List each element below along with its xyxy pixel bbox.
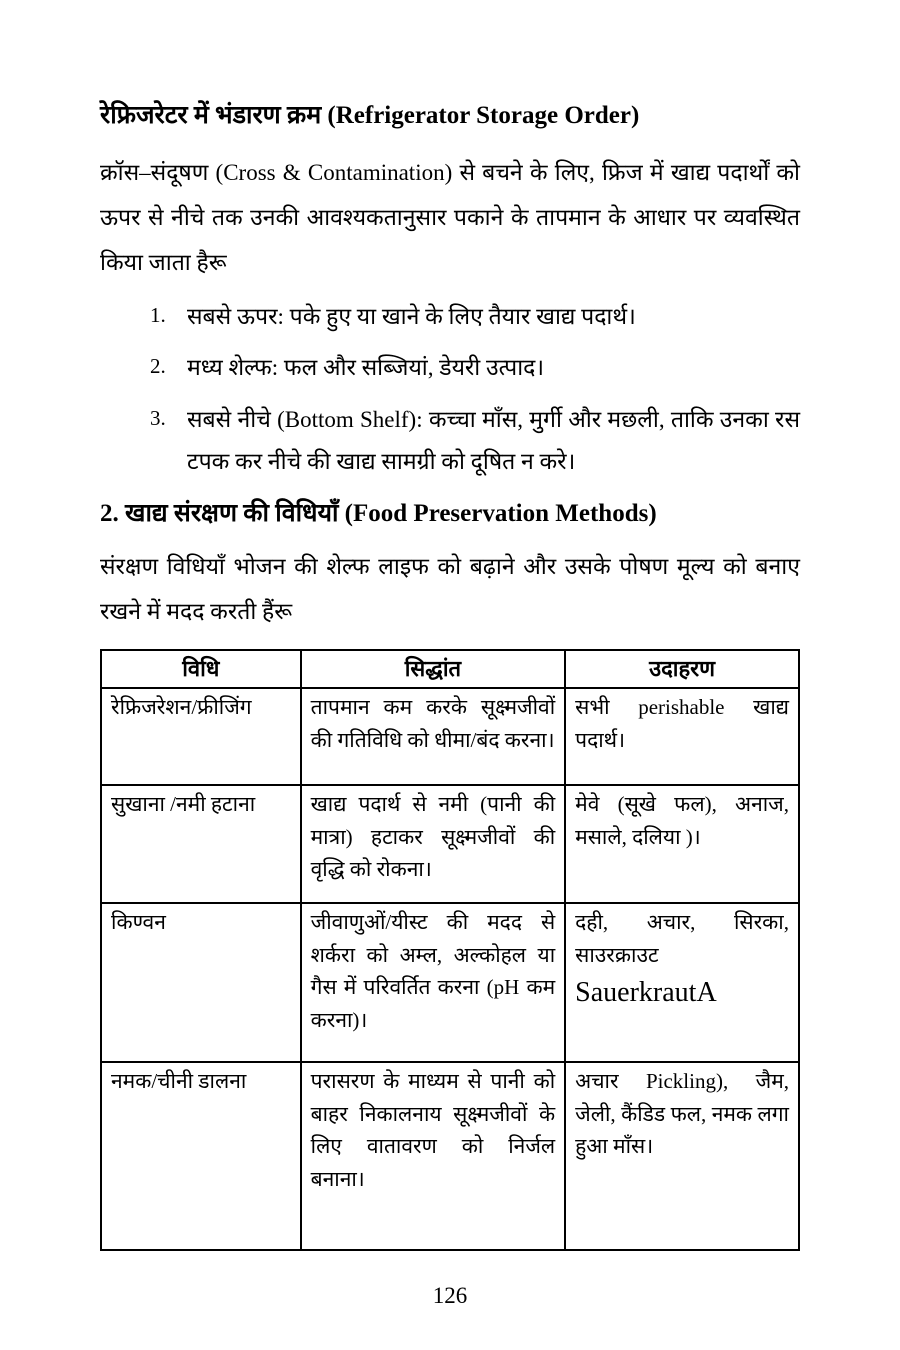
list-item-text: सबसे नीचे (Bottom Shelf): कच्चा माँस, मुर्गी और मछली, ताकि उनका रस टपक कर नीचे की खाद्य सामग्री को दूषित न करे। bbox=[187, 406, 800, 475]
cell-method: नमक/चीनी डालना bbox=[101, 1062, 301, 1250]
list-item-number: 3. bbox=[150, 405, 166, 430]
list-item-text: सबसे ऊपर: पके हुए या खाने के लिए तैयार खाद्य पदार्थ। bbox=[187, 303, 636, 329]
list-item bbox=[150, 296, 800, 339]
cell-method: रेफ्रिजरेशन/फ्रीजिंग bbox=[101, 688, 301, 785]
column-header-examples: उदाहरण bbox=[565, 650, 799, 688]
food-preservation-methods-table bbox=[100, 649, 800, 1251]
section1-heading: रेफ्रिजरेटर में भंडारण क्रम (Refrigerator Storage Order) bbox=[100, 102, 640, 129]
cell-principle: खाद्य पदार्थ से नमी (पानी की मात्रा) हटाकर सूक्ष्मजीवों की वृद्धि को रोकना। bbox=[301, 785, 566, 903]
examples-latin-large: SauerkrautA bbox=[575, 977, 717, 1009]
cell-examples bbox=[565, 903, 799, 1062]
table-row bbox=[101, 785, 799, 903]
table-row bbox=[101, 688, 799, 785]
examples-text: सभी perishable खाद्य पदार्थ। bbox=[575, 695, 789, 752]
section2-heading: 2. खाद्य संरक्षण की विधियाँ (Food Preservation Methods) bbox=[100, 499, 657, 527]
examples-text: मेवे (सूखे फल), अनाज, मसाले, दलिया )। bbox=[575, 792, 789, 849]
column-header-principle: सिद्धांत bbox=[301, 650, 566, 688]
page-number: 126 bbox=[432, 1283, 468, 1308]
cell-method: सुखाना /नमी हटाना bbox=[101, 785, 301, 903]
cell-examples bbox=[565, 688, 799, 785]
column-header-method: विधि bbox=[101, 650, 301, 688]
list-item-text: मध्य शेल्फ: फल और सब्जियां, डेयरी उत्पाद। bbox=[187, 355, 545, 381]
cell-principle: जीवाणुओं/यीस्ट की मदद से शर्करा को अम्ल, अल्कोहल या गैस में परिवर्तित करना (pH कम करना)। bbox=[301, 903, 566, 1062]
storage-order-list bbox=[150, 296, 800, 484]
cell-examples bbox=[565, 1062, 799, 1250]
table-row bbox=[101, 903, 799, 1062]
table-row bbox=[101, 1062, 799, 1250]
examples-text: अचार Pickling), जैम, जेली, कैंडिड फल, नमक लगा हुआ माँस। bbox=[575, 1069, 789, 1159]
cell-principle: परासरण के माध्यम से पानी को बाहर निकालनाय सूक्ष्मजीवों के लिए वातावरण को निर्जल बनाना। bbox=[301, 1062, 566, 1250]
list-item bbox=[150, 399, 800, 484]
list-item-number: 1. bbox=[150, 302, 166, 327]
list-item bbox=[150, 347, 800, 390]
cell-method: किण्वन bbox=[101, 903, 301, 1062]
cell-examples bbox=[565, 785, 799, 903]
examples-text: दही, अचार, सिरका, साउरक्राउट bbox=[575, 910, 789, 967]
table-header-row bbox=[101, 650, 799, 688]
section1-intro-paragraph: क्रॉस–संदूषण (Cross & Contamination) से बचने के लिए, फ्रिज में खाद्य पदार्थों को ऊपर से नीचे तक उनकी आवश्यकतानुसार पकाने के तापमान के आधार पर व्यवस्थित किया जाता हैरू bbox=[100, 160, 800, 275]
section2-intro-paragraph: संरक्षण विधियाँ भोजन की शेल्फ लाइफ को बढ़ाने और उसके पोषण मूल्य को बनाए रखने में मदद करती हैंरू bbox=[100, 554, 800, 625]
list-item-number: 2. bbox=[150, 354, 166, 379]
cell-principle: तापमान कम करके सूक्ष्मजीवों की गतिविधि को धीमा/बंद करना। bbox=[301, 688, 566, 785]
